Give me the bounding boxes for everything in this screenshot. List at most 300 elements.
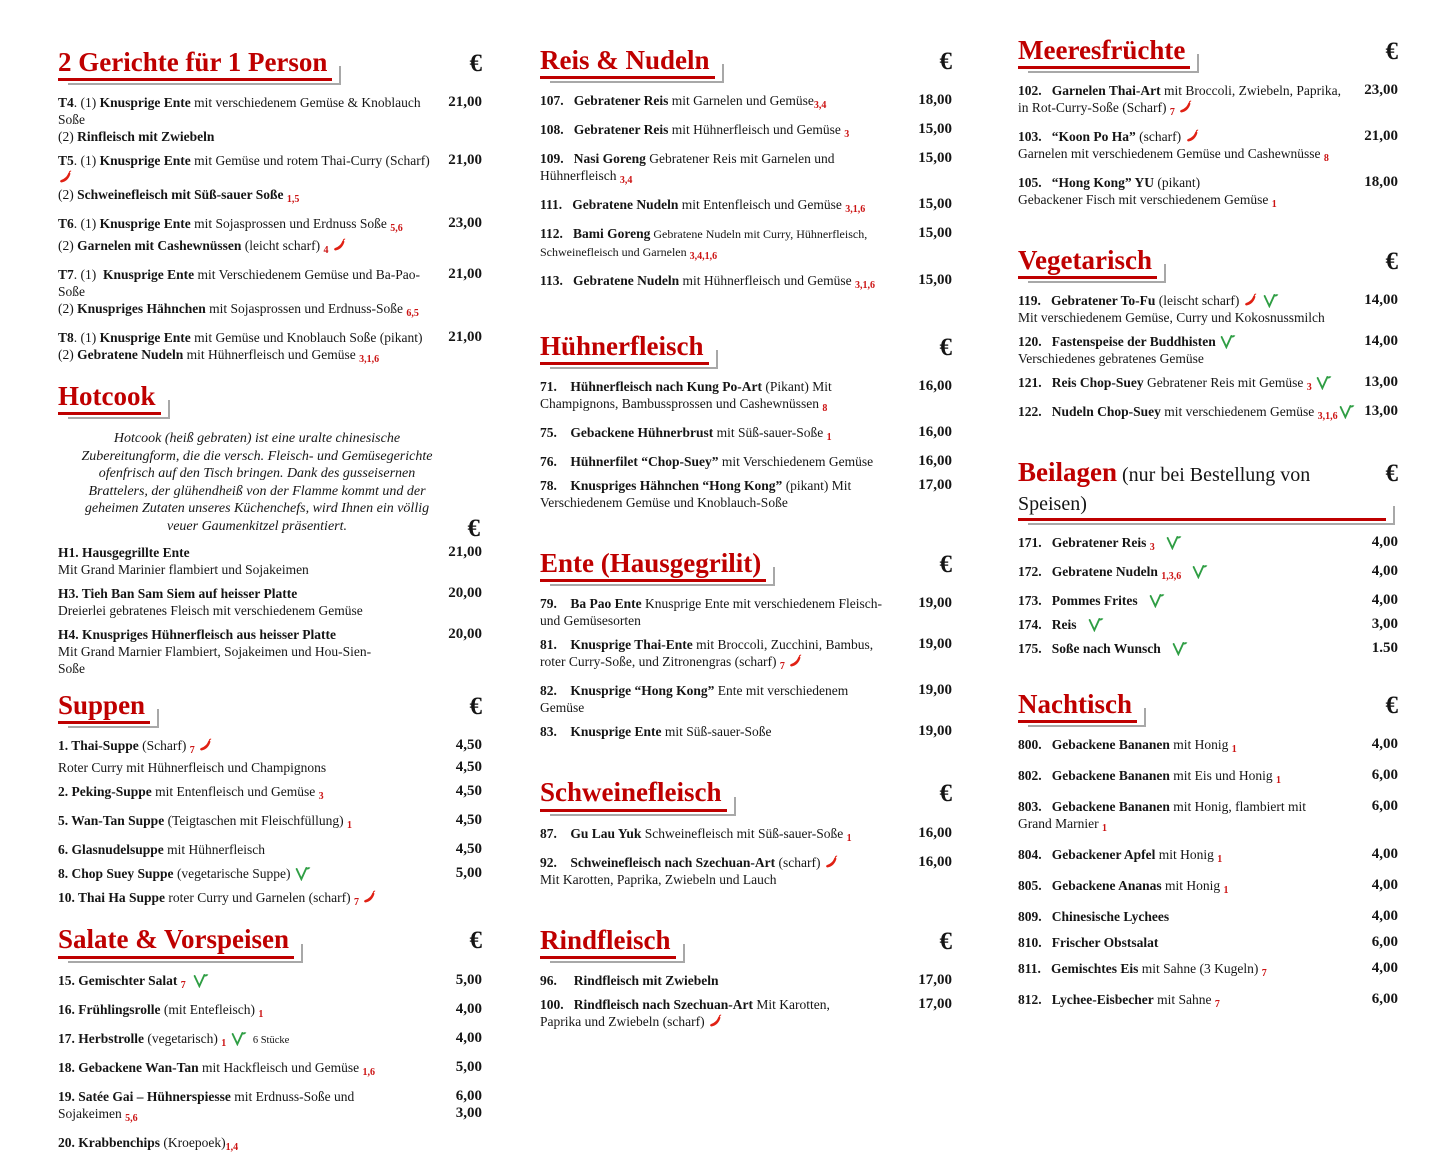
text-segment: 3,1,6 [359,354,380,366]
text-segment: H1. Hausgegrillte Ente [58,545,190,561]
item-price: 21,00 [448,94,482,111]
item-text [1018,404,1356,423]
text-segment: Ente mit verschiedenem [714,683,849,699]
item-text [540,122,850,141]
euro-symbol: € [467,514,480,542]
section-header [540,332,952,365]
euro-symbol: € [469,693,482,721]
item-text [58,866,312,881]
item-price: 4,00 [1371,907,1398,924]
menu-item-row [58,152,482,186]
item-text [1018,909,1169,924]
text-segment: 7 [1214,998,1220,1010]
menu-item-row [540,243,952,265]
item-text [1018,593,1166,608]
section-header [540,926,952,959]
item-text [58,267,423,299]
item-price: 17,00 [918,995,952,1012]
text-segment: 18. Gebackene Wan-Tan [58,1059,199,1075]
text-segment: Paprika und Zwiebeln (scharf) [540,1013,708,1029]
text-segment: 5,6 [125,1112,138,1124]
item-text [58,95,424,127]
section-header [540,549,952,582]
item-text [540,226,867,241]
text-segment: (Scharf) [138,738,190,754]
text-segment: H3. Tieh Ban Sam Siem auf heisser Platte [58,586,298,602]
item-text [58,562,309,577]
item-text [58,644,371,659]
item-price: 6,00 [1371,797,1398,814]
text-segment: Knusprige Ente mit verschiedenem Fleisch- [641,596,882,612]
item-price: 18,00 [918,92,952,109]
menu-column-right [1018,36,1398,1046]
vegetarian-leaf-icon [1171,641,1189,656]
chili-pepper-icon [788,653,804,669]
text-segment: 103. “Koon Po Ha” [1018,129,1136,145]
text-segment: Schweinefleisch mit Süß-sauer Soße [77,187,287,203]
text-segment: T8 [58,330,74,346]
section-title: Beilagen (nur bei Bestellung von Speisen) [1018,458,1386,520]
menu-item-row [540,225,952,243]
text-segment: (2) [58,301,78,317]
vegetarian-leaf-icon [1219,334,1237,349]
menu-item-row [1018,616,1398,633]
menu-item-row [58,1088,482,1105]
text-segment: 119. Gebratener To-Fu [1018,293,1156,309]
text-segment: mit Hühnerfleisch [163,842,266,858]
menu-item-row [1018,333,1398,350]
menu-item-row [1018,174,1398,191]
menu-item-row [540,196,952,218]
menu-item-row [58,128,482,145]
text-segment: T6 [58,216,74,232]
item-text [58,187,300,206]
text-segment: Mit Grand Marnier Flambiert, Sojakeimen und Hou-Sien- [58,644,372,660]
item-text [540,454,873,469]
item-price: 23,00 [448,215,482,232]
menu-item-row [1018,403,1398,425]
menu-item-row [540,121,952,143]
text-segment: 1. Thai-Suppe [58,738,139,754]
menu-item-row [58,1030,482,1052]
item-price: 15,00 [918,225,952,242]
item-text [540,495,788,510]
item-text [1018,175,1200,190]
item-text [58,1030,290,1049]
chili-pepper-icon [1185,128,1201,144]
text-segment: 76. Hühnerfilet “Chop-Suey” [540,454,719,470]
text-segment: 121. Reis Chop-Suey [1018,375,1144,391]
chili-pepper-icon [362,889,378,905]
item-price: 4,00 [455,1000,482,1017]
chili-pepper-icon [332,237,348,253]
text-segment: mit Gemüse und Knoblauch Soße (pikant) [190,330,423,346]
menu-item-row [540,453,952,470]
section-title: Suppen [58,691,150,724]
text-segment: 3,1,6 [1317,411,1338,423]
chili-pepper-icon [198,737,214,753]
menu-column-left [58,48,482,1170]
text-segment: 1 [258,1008,264,1020]
item-text [58,842,265,857]
hotcook-description: Hotcook (heiß gebraten) ist eine uralte chinesische Zubereitungform, die die versch. Fleisch- und Gemüsegerichte ofenfrisch auf den Tisch bringen. Dank des gusseisernen Brattelers, der glühendheiß von der Flamme kommt und der geheimen Zutaten unseres Küchenchefs, wird Ihnen ein völlig veuer Gaumenkitzel präsentiert. € [81,431,480,542]
item-text [540,700,584,715]
euro-symbol: € [469,927,482,955]
text-segment: roter Curry-Soße, und Zitronengras (scharf) [540,654,780,670]
euro-symbol: € [939,334,952,362]
text-segment: roter Curry und Garnelen (scharf) [165,890,354,906]
section-title: 2 Gerichte für 1 Person [58,48,332,81]
item-price: 15,00 [918,121,952,138]
item-text [1018,736,1237,755]
text-segment: 804. Gebackener Apfel [1018,846,1156,862]
item-price: 4,50 [455,841,482,858]
item-text [58,153,433,185]
text-segment: 802. Gebackene Bananen [1018,767,1170,783]
menu-item-row [58,812,482,834]
euro-symbol: € [1385,248,1398,276]
text-segment: mit Erdnuss-Soße und [230,1088,355,1104]
text-segment: Sojakeimen [58,1105,126,1121]
item-price: 3,00 [1371,615,1398,632]
item-text [540,613,641,628]
item-price: 19,00 [918,682,952,699]
chili-pepper-icon [824,854,840,870]
menu-item-row [540,494,952,511]
text-segment: mit Süß-sauer-Soße [713,425,827,441]
item-price: 15,00 [918,150,952,167]
euro-symbol: € [939,780,952,808]
euro-symbol: € [1385,691,1398,719]
item-text [1018,877,1229,896]
item-price: 13,00 [1364,374,1398,391]
menu-item-row [58,544,482,561]
menu-item-row [58,643,482,660]
menu-item-row [1018,798,1398,815]
text-segment: T5 [58,153,74,169]
text-segment: 1 [1217,853,1223,865]
item-text [540,855,840,870]
menu-item-row [58,759,482,776]
text-segment: mit Garnelen und Gemüse [668,93,814,109]
item-price: 4,00 [1371,735,1398,752]
text-segment: 3,4 [813,100,827,112]
item-price: 5,00 [455,865,482,882]
text-segment: . (1) [73,330,100,346]
menu-item-row [540,825,952,847]
item-text [540,596,882,611]
menu-item-row [58,783,482,805]
menu-item-row [540,699,952,716]
text-segment [1138,593,1148,608]
text-segment: 83. Knusprige Ente [540,724,662,740]
vegetarian-leaf-icon [1148,593,1166,608]
menu-section [540,778,952,887]
item-text [540,425,832,444]
text-segment: 6. Glasnudelsuppe [58,842,164,858]
vegetarian-leaf-icon [1262,293,1280,308]
text-segment: 20. Krabbenchips [58,1134,161,1150]
section-header [58,691,482,724]
text-segment: 1,3,6 [1161,570,1182,582]
text-segment: 805. Gebackene Ananas [1018,877,1162,893]
euro-symbol: € [1385,38,1398,65]
text-segment: (2) [58,347,78,363]
item-text [1018,846,1223,865]
menu-item-row [540,378,952,395]
item-price: 20,00 [448,585,482,602]
item-text [1018,334,1237,349]
text-segment: H4. Knuspriges Hühnerfleisch aus heisser Platte [58,627,337,643]
item-text [58,1134,239,1153]
text-segment: 7 [1261,967,1267,979]
item-price: 5,00 [455,1058,482,1075]
item-price: 23,00 [1364,82,1398,99]
item-text [540,683,848,698]
text-segment: Gebackener Fisch mit verschiedenem Gemüse [1018,192,1272,208]
menu-item-row [58,1001,482,1023]
menu-item-row [58,186,482,208]
item-price: 16,00 [918,453,952,470]
text-segment: (2) [58,129,78,145]
text-segment: 803. Gebackene Bananen [1018,798,1170,814]
text-segment: 812. Lychee-Eisbecher [1018,991,1154,1007]
text-segment: 19. Satée Gai – Hühnerspiesse [58,1088,231,1104]
text-segment: Mit Karotten, Paprika, Zwiebeln und Lauch [540,871,777,887]
item-price: 14,00 [1364,333,1398,350]
item-price: 19,00 [918,636,952,653]
text-segment: 10. Thai Ha Suppe [58,890,166,906]
item-text [58,1089,354,1104]
section-header [540,778,952,811]
text-segment: 1 [346,820,352,832]
text-segment: Garnelen mit Cashewnüssen [77,238,242,254]
text-segment: mit Hühnerfleisch und Gemüse [679,273,855,289]
menu-item-row [58,346,482,368]
menu-item-row [540,424,952,446]
text-segment: 108. Gebratener Reis [540,122,669,138]
text-segment: (2) [58,187,78,203]
text-segment: mit verschiedenem Gemüse & Knoblauch Soße [58,95,424,128]
section-title: Hotcook [58,382,161,415]
item-text [540,168,633,187]
text-segment: mit Hackfleisch und Gemüse [198,1059,363,1075]
item-text [58,760,326,775]
section-header [58,382,482,415]
item-text [540,244,718,263]
text-segment: 3,1,6 [845,204,866,216]
item-text [58,661,85,676]
section-title: Ente (Hausgegrilit) [540,549,766,582]
menu-item-row [1018,128,1398,145]
item-price: 4,00 [1371,533,1398,550]
text-segment: 800. Gebackene Bananen [1018,736,1170,752]
item-text [540,197,866,216]
menu-item-row [58,602,482,619]
section-header [1018,36,1398,69]
item-text [58,813,352,832]
menu-item-row [540,996,952,1013]
text-segment: 1 [1231,743,1237,755]
item-price: 13,00 [1364,403,1398,420]
item-text [540,379,832,394]
item-price: 4,00 [1371,876,1398,893]
menu-item-row [58,215,482,237]
menu-item-row [540,972,952,989]
menu-section [58,925,482,1155]
text-segment: Knusprige Ente [99,153,191,169]
menu-item-row [1018,736,1398,758]
item-price: 14,00 [1364,292,1398,309]
item-text [58,784,324,803]
item-text [540,478,851,493]
text-segment: Soße [58,661,85,677]
item-price: 16,00 [918,853,952,870]
text-segment [1161,641,1171,656]
menu-item-row [1018,191,1398,213]
text-segment: (scharf) [775,854,824,870]
menu-item-row [540,395,952,417]
euro-symbol: € [939,551,952,579]
item-price: 6,00 [1371,933,1398,950]
item-price: 5,00 [455,971,482,988]
text-segment: 1,5 [286,194,300,206]
item-price: 21,00 [1364,128,1398,145]
text-segment: mit Broccoli, Zwiebeln, Paprika, [1160,83,1341,99]
text-segment: 102. Garnelen Thai-Art [1018,83,1161,99]
text-segment: mit Eis und Honig [1169,767,1277,783]
vegetarian-leaf-icon [1087,617,1105,632]
text-segment: mit Entenfleisch und Gemüse [678,197,846,213]
section-title: Salate & Vorspeisen [58,925,294,958]
item-text [1018,641,1189,656]
menu-section [540,332,952,511]
menu-item-row [540,636,952,653]
text-segment: 3 [1306,382,1312,394]
item-text [58,1105,138,1124]
item-price: 6,00 [1371,766,1398,783]
text-segment: Knusprige Ente [99,95,191,111]
menu-item-row [1018,350,1398,367]
section-header [1018,690,1398,723]
menu-item-row [58,841,482,858]
text-segment: 809. Chinesische Lychees [1018,908,1170,924]
text-segment: 810. Frischer Obstsalat [1018,934,1159,950]
menu-item-row [58,300,482,322]
text-segment: 8 [822,403,828,415]
text-segment: mit Verschiedenem Gemüse [718,454,874,470]
text-segment: 3,4 [619,175,633,187]
chili-pepper-icon [708,1013,724,1029]
vegetarian-leaf-icon [192,973,210,988]
text-segment: 96. Rindfleisch mit Zwiebeln [540,972,719,988]
text-segment: (Pikant) Mit [762,379,832,395]
item-price: 4,50 [455,759,482,776]
text-segment: Knusprige Ente [99,330,191,346]
menu-item-row [58,94,482,128]
menu-item-row [58,737,482,759]
text-segment: 175. Soße nach Wunsch [1018,640,1161,656]
text-segment: mit Sojasprossen und Erdnuss Soße [190,216,391,232]
text-segment: (2) [58,238,78,254]
item-text [540,825,852,844]
item-text [540,396,828,415]
vegetarian-leaf-icon [1191,564,1209,579]
item-text [540,973,719,988]
menu-item-row [540,477,952,494]
menu-item-row [58,626,482,643]
text-segment: (scharf) [1135,129,1185,145]
menu-item-row [1018,960,1398,982]
text-segment: (vegetarisch) [143,1030,222,1046]
text-segment: mit Honig [1169,736,1232,752]
item-text [1018,375,1333,394]
item-price: 18,00 [1364,174,1398,191]
text-segment: 172. Gebratene Nudeln [1018,563,1162,579]
text-segment: T7 [58,267,74,283]
text-segment: Knusprige Ente [99,216,191,232]
menu-item-row [540,595,952,612]
menu-section [540,46,952,294]
text-segment: 71. Hühnerfleisch nach Kung Po-Art [540,379,763,395]
text-segment: Gebratene Nudeln [77,347,184,363]
text-segment [186,973,193,988]
menu-item-row [58,865,482,882]
item-text [540,997,830,1012]
text-segment: Schweinefleisch mit Süß-sauer-Soße [641,825,847,841]
menu-item-row [540,612,952,629]
euro-symbol: € [469,50,482,77]
item-text [1018,129,1201,144]
section-title: Nachtisch [1018,690,1137,723]
item-text [1018,310,1325,325]
item-price: 15,00 [918,272,952,289]
menu-item-row [58,561,482,578]
text-segment: 3,4,1,6 [689,251,718,263]
section-header [58,925,482,958]
menu-item-row [1018,592,1398,609]
text-segment: Champignons, Bambussprossen und Cashewnüssen [540,396,823,412]
menu-item-row [540,1013,952,1030]
menu-item-row [58,585,482,602]
text-segment: Mit verschiedenem Gemüse, Curry und Kokosnussmilch [1018,310,1325,326]
section-title: Vegetarisch [1018,246,1157,279]
text-segment: mit Broccoli, Zucchini, Bambus, [692,637,874,653]
text-segment: 100. Rindfleisch nach Szechuan-Art [540,996,754,1012]
menu-item-row [1018,534,1398,556]
text-segment [1077,617,1087,632]
item-price: 4,00 [1371,562,1398,579]
menu-item-row [1018,145,1398,167]
menu-item-row [1018,767,1398,789]
menu-item-row [1018,292,1398,309]
vegetarian-leaf-icon [1315,375,1333,390]
euro-symbol: € [1385,460,1398,488]
menu-item-row [1018,99,1398,121]
text-segment: Schweinefleisch und Garnelen [540,245,690,260]
text-segment: mit Entenfleisch und Gemüse [151,784,319,800]
item-price: 21,00 [448,152,482,169]
text-segment: 1 [1271,199,1277,211]
text-segment: 111. Gebratene Nudeln [540,197,679,213]
item-text [1018,767,1282,786]
item-price: 21,00 [448,329,482,346]
section-title: Rindfleisch [540,926,676,959]
menu-item-row [540,92,952,114]
item-text [58,627,336,642]
item-text [58,301,419,320]
menu-item-row [1018,82,1398,99]
